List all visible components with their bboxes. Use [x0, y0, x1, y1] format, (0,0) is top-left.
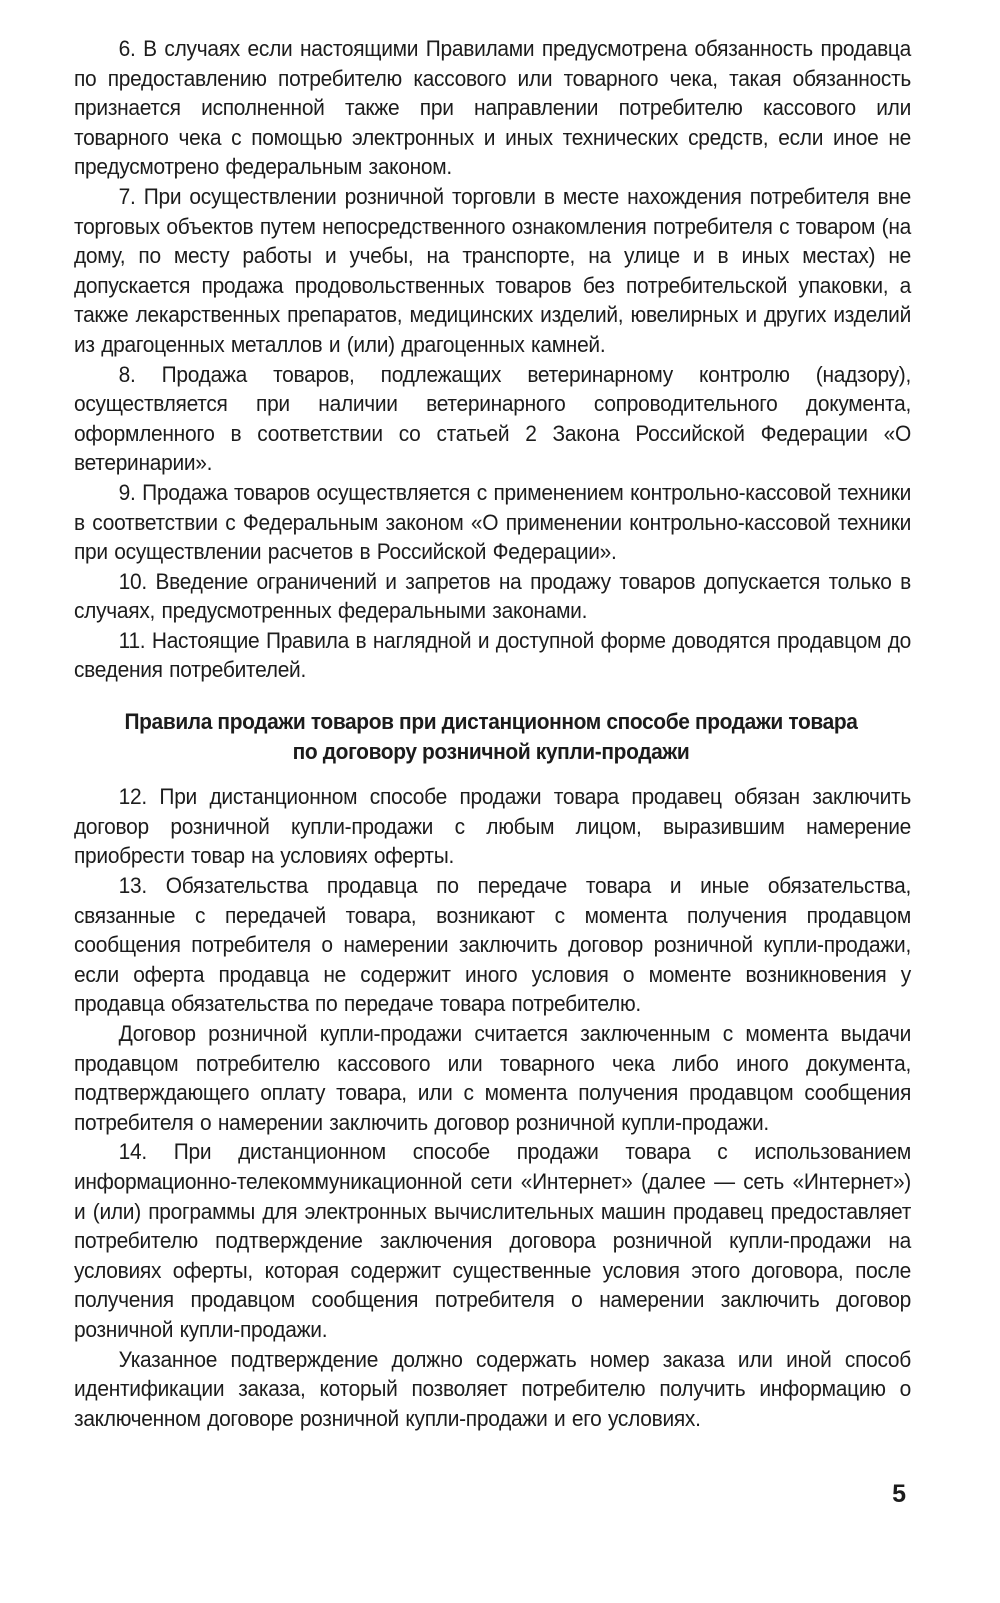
- section-heading-line-1: Правила продажи товаров при дистанционном способе продажи товара: [124, 709, 858, 735]
- section-heading-line-2: по договору розничной купли-продажи: [292, 738, 690, 764]
- paragraph-14: 14. При дистанционном способе продажи товара с использованием информационно-телекоммуникационной сети «Интернет» (далее — сеть «Интернет») и (или) программы для электронных вычислительных машин продавец предоставляет потребителю подтверждение заключения договора розничной купли-продажи на условиях оферты, которая содержит существенные условия этого договора, после получения продавцом сообщения потребителя о намерении заключить договор розничной купли-продажи.: [74, 1139, 911, 1342]
- paragraph-7: 7. При осуществлении розничной торговли в месте нахождения потребителя вне торговых объектов путем непосредственного ознакомления потребителя с товаром (на дому, по месту работы и учебы, на транспорте, на улице и в иных местах) не допускается продажа продовольственных товаров без потребительской упаковки, а также лекарственных препаратов, медицинских изделий, ювелирных и других изделий из драгоценных металлов и (или) драгоценных камней.: [74, 183, 911, 357]
- paragraph-10: 10. Введение ограничений и запретов на продажу товаров допускается только в случаях, предусмотренных федеральными законами.: [74, 568, 911, 624]
- section-heading: [74, 707, 908, 766]
- paragraph-13: 13. Обязательства продавца по передаче товара и иные обязательства, связанные с передачей товара, возникают с момента получения продавцом сообщения потребителя о намерении заключить договор розничной купли-продажи, если оферта продавца не содержит иного условия о моменте возникновения у продавца обязательства по передаче товара потребителю.: [74, 873, 911, 1017]
- paragraph-12: 12. При дистанционном способе продажи товара продавец обязан заключить договор розничной купли-продажи с любым лицом, выразившим намерение приобрести товар на условиях оферты.: [74, 784, 911, 869]
- section-spacer: [74, 685, 908, 707]
- paragraph-14-confirmation: Указанное подтверждение должно содержать номер заказа или иной способ идентификации заказа, который позволяет потребителю получить информацию о заключенном договоре розничной купли-продажи и его условиях.: [74, 1346, 911, 1431]
- heading-spacer: [74, 766, 908, 782]
- paragraph-6: 6. В случаях если настоящими Правилами предусмотрена обязанность продавца по предоставлению потребителю кассового или товарного чека, такая обязанность признается исполненной также при направлении потребителю кассового или товарного чека с помощью электронных и иных технических средств, если иное не предусмотрено федеральным законом.: [74, 36, 911, 180]
- paragraph-8: 8. Продажа товаров, подлежащих ветеринарному контролю (надзору), осуществляется при наличии ветеринарного сопроводительного документа, оформленного в соответствии со статьей 2 Закона Российской Федерации «О ветеринарии».: [74, 361, 911, 476]
- paragraph-13-contract: Договор розничной купли-продажи считается заключенным с момента выдачи продавцом потребителю кассового или товарного чека либо иного документа, подтверждающего оплату товара, или с момента получения продавцом сообщения потребителя о намерении заключить договор розничной купли-продажи.: [74, 1021, 911, 1135]
- paragraph-9: 9. Продажа товаров осуществляется с применением контрольно-кассовой техники в соответствии с Федеральным законом «О применении контрольно-кассовой техники при осуществлении расчетов в Российской Федерации».: [74, 479, 911, 565]
- page-number: 5: [892, 1480, 906, 1508]
- paragraph-11: 11. Настоящие Правила в наглядной и доступной форме доводятся продавцом до сведения потребителей.: [74, 627, 911, 683]
